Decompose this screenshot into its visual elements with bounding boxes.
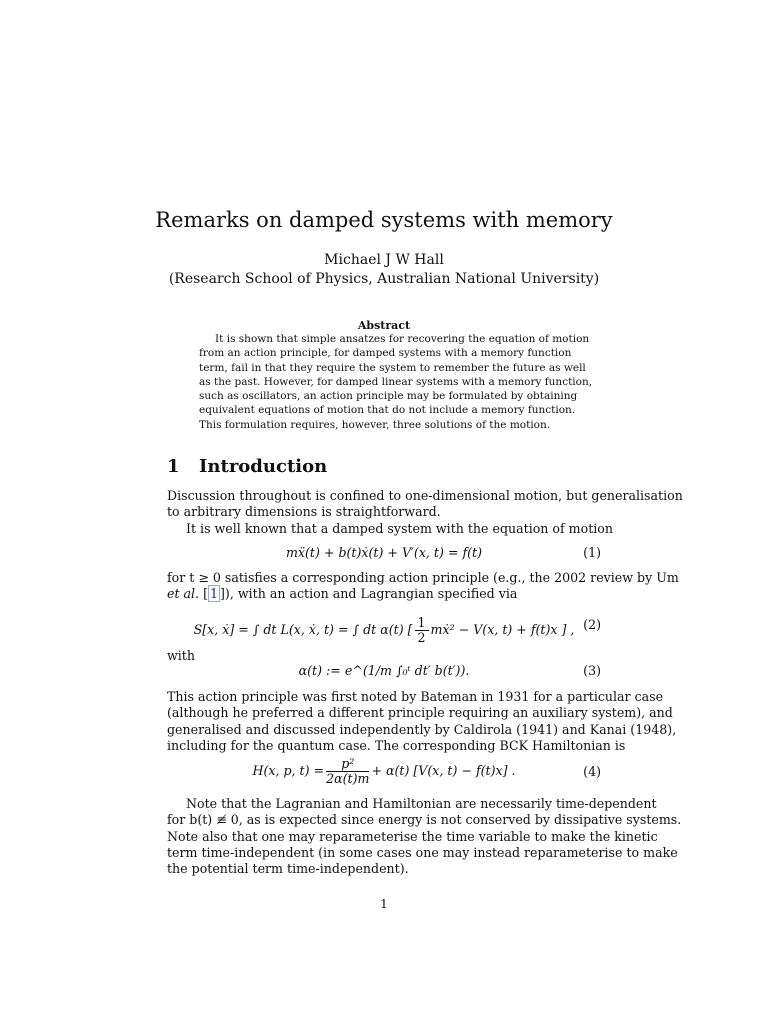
abstract-line: equivalent equations of motion that do not include a memory function.	[199, 404, 576, 417]
paragraph-notes	[167, 796, 682, 877]
abstract-line: as the past. However, for damped linear systems with a memory function,	[199, 375, 593, 388]
abstract-line: It is shown that simple ansatzes for recovering the equation of motion	[215, 333, 590, 345]
paragraph-line: This action principle was first noted by Bateman in 1931 for a particular case	[167, 689, 664, 704]
equation-right: + α(t) [V(x, t) − f(t)x] .	[371, 763, 516, 778]
citation-link[interactable]: 1	[209, 586, 218, 602]
equation-body	[167, 757, 601, 786]
equation-number: (1)	[583, 545, 601, 560]
paragraph-line: the potential term time-independent).	[167, 861, 409, 877]
paper-title: Remarks on damped systems with memory	[155, 208, 613, 232]
abstract-line: from an action principle, for damped systems with a memory function	[199, 347, 572, 360]
paragraph-intro	[167, 488, 683, 537]
section-title: Introduction	[199, 456, 328, 477]
equation-2	[167, 615, 601, 645]
abstract-body	[199, 332, 593, 432]
author-affiliation: (Research School of Physics, Australian National University)	[168, 271, 600, 287]
abstract-line: term, fail in that they require the system to remember the future as well	[199, 361, 586, 374]
equation-left: H(x, p, t) =	[252, 763, 325, 778]
equation-4	[167, 757, 601, 787]
paragraph-line: (although he preferred a different principle requiring an auxiliary system), and	[167, 705, 673, 721]
fraction-numerator: 1	[415, 616, 429, 631]
paragraph-action	[167, 570, 679, 603]
paragraph-text: ), with an action and Lagrangian specified via	[224, 586, 518, 602]
section-number: 1	[167, 456, 180, 477]
equation-number: (4)	[583, 764, 601, 779]
equation-left: S[x, ẋ] = ∫ dt L(x, ẋ, t) = ∫ dt α(t) [	[193, 622, 413, 637]
et-al-text: et al.	[167, 586, 200, 602]
paragraph-line: et al. [ 1 ]), with an action and Lagrangian specified via	[167, 586, 518, 602]
paragraph-line: Discussion throughout is confined to one-dimensional motion, but generalisation	[167, 488, 683, 503]
paragraph-history	[167, 689, 677, 754]
fraction-numerator: p²	[326, 757, 369, 772]
paragraph-line: for t ≥ 0 satisfies a corresponding action principle (e.g., the 2002 review by Um	[167, 570, 679, 585]
page-number: 1	[380, 897, 388, 911]
equation-number: (2)	[583, 617, 601, 632]
equation-number: (3)	[583, 663, 601, 678]
paragraph-line: Note also that one may reparameterise the time variable to make the kinetic	[167, 828, 658, 844]
equation-body	[167, 616, 601, 645]
author-name: Michael J W Hall	[324, 252, 444, 268]
fraction-denominator: 2	[417, 630, 426, 645]
fraction	[415, 616, 429, 645]
section-heading	[167, 455, 327, 479]
paragraph-line: to arbitrary dimensions is straightforward.	[167, 504, 441, 520]
abstract-heading: Abstract	[357, 319, 411, 332]
fraction-denominator: 2α(t)m	[326, 771, 370, 786]
paragraph-line: including for the quantum case. The corresponding BCK Hamiltonian is	[167, 737, 626, 753]
paragraph-line: Note that the Lagranian and Hamiltonian are necessarily time-dependent	[186, 796, 657, 811]
paragraph-line: for b(t) ≢ 0, as is expected since energy is not conserved by dissipative systems.	[167, 812, 682, 828]
paragraph-line: generalised and discussed independently by Caldirola (1941) and Kanai (1948),	[167, 721, 677, 737]
abstract-line: This formulation requires, however, three solutions of the motion.	[199, 418, 551, 431]
abstract-line: such as oscillators, an action principle may be formulated by obtaining	[199, 390, 578, 403]
equation-body: α(t) := e^(1/m ∫₀ᵗ dt′ b(t′)).	[298, 663, 470, 678]
equation-body: mẍ(t) + b(t)ẋ(t) + V′(x, t) = f(t)	[285, 545, 483, 560]
fraction	[326, 757, 369, 786]
paragraph-line: It is well known that a damped system with the equation of motion	[186, 520, 613, 536]
paragraph-line: with	[167, 648, 195, 663]
paragraph-line: term time-independent (in some cases one may instead reparameterise to make	[167, 844, 678, 860]
equation-right: mẋ² − V(x, t) + f(t)x ] ,	[430, 622, 575, 637]
